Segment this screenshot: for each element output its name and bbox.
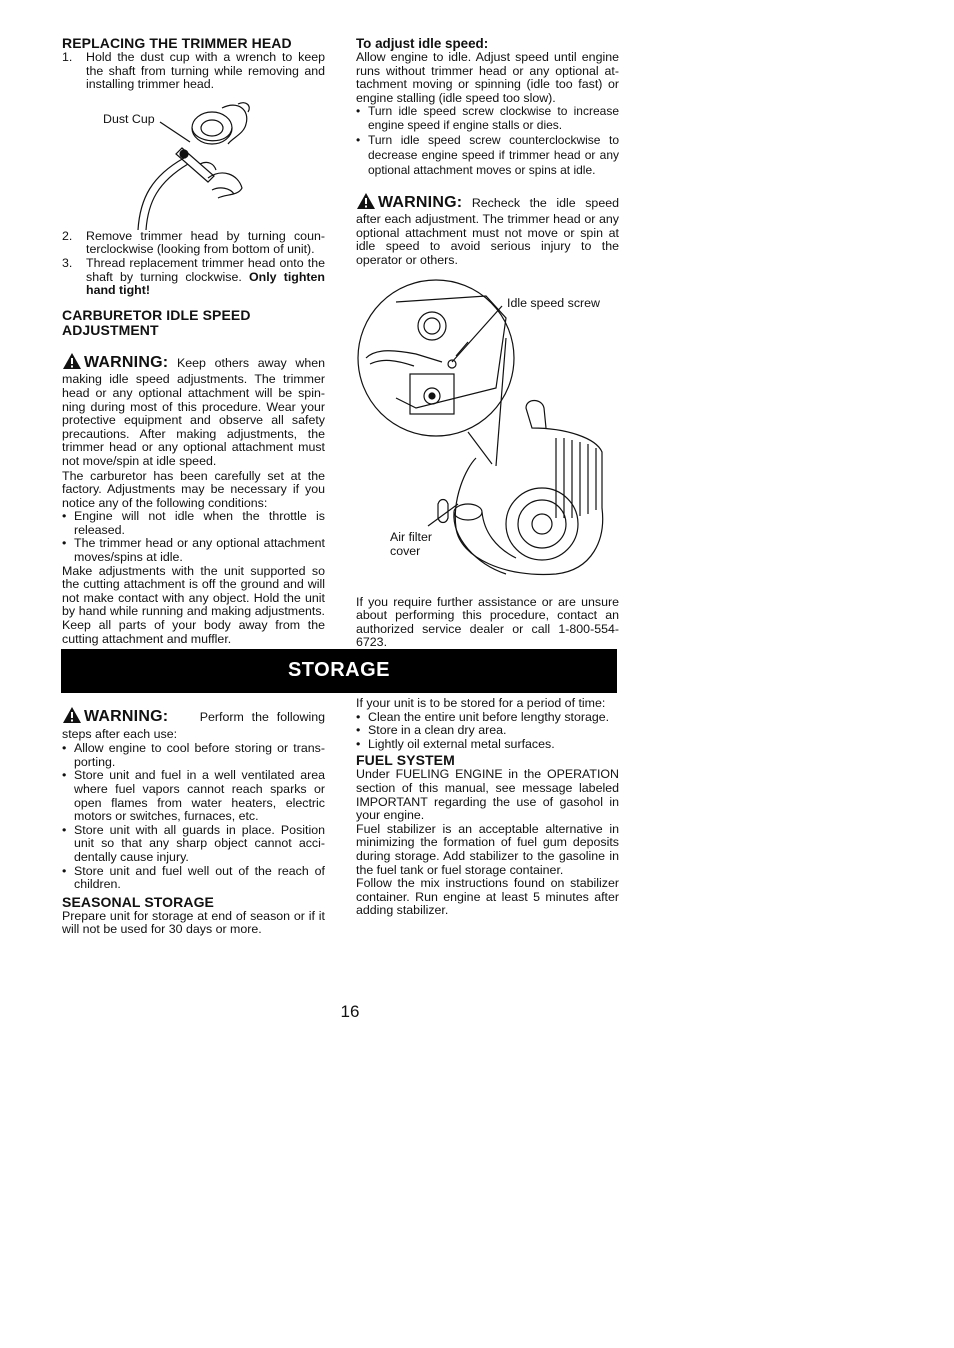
- figure-label-air-filter: Air filter: [390, 529, 432, 544]
- figure-label-dust-cup: Dust Cup: [103, 111, 155, 126]
- idle-bullets: [356, 105, 619, 177]
- idle-bullet: • Turn idle speed screw clockwise to increase engine speed if engine stalls or dies.: [356, 104, 619, 132]
- figure-label-cover: cover: [390, 543, 421, 558]
- heading-replacing-trimmer-head: REPLACING THE TRIMMER HEAD: [62, 35, 292, 51]
- para-fuel-3: Follow the mix instructions found on stabilizer container. Run engine at least 5 minutes after adding stabilizer.: [356, 876, 619, 918]
- conditions-list: [62, 510, 325, 564]
- para-carburetor-factory: The carburetor has been carefully set at the factory. Adjustments may be necessary if you notice any of the following conditions:: [62, 468, 325, 510]
- warning-recheck: WARNING: Recheck the idle speed after each adjustment. The trimmer head or any optional attachment must not move or spin at idle speed to avoid serious injury to the operator or others.: [356, 193, 619, 267]
- page-number: 16: [340, 1002, 360, 1021]
- heading-carburetor-idle-speed: CARBURETOR IDLE SPEED ADJUSTMENT: [62, 306, 251, 338]
- dust-cup-illustration: [62, 98, 325, 230]
- storage-right-column: [356, 697, 619, 918]
- warning-carburetor: WARNING: Keep others away when making idle speed adjustments. The trimmer head or any optional attachment will be spinning during most of this procedure. Wear your protective equipment and observe all safety precautions. After making adjustments, the trimmer head or any optional attachment must not move/spin at idle speed.: [62, 353, 325, 468]
- steps-list-b: [62, 230, 325, 298]
- right-column: [356, 36, 619, 650]
- storage-step: • Store unit and fuel in a well ventilated area where fuel vapors cannot reach sparks or open flames from water heaters, electric motors or switches, furnaces, etc.: [62, 768, 325, 824]
- storage-step: • Store unit with all guards in place. Position unit so that any sharp object cannot accidentally cause injury.: [62, 822, 325, 864]
- warning-icon: [356, 192, 376, 214]
- warning-icon: [62, 352, 82, 374]
- para-further-assistance: If you require further assistance or are unsure about performing this procedure, contact an authorized service dealer or call 1-800-554-6723.: [356, 594, 619, 650]
- figure-engine-idle-screw: [356, 278, 619, 596]
- storage-step: • Store unit and fuel well out of the reach of children.: [62, 863, 325, 892]
- warning-icon: [62, 706, 82, 728]
- heading-seasonal-storage: SEASONAL STORAGE: [62, 893, 214, 910]
- step-3: 3. Thread replacement trimmer head onto the shaft by turning clockwise. Only tighten hand tight!: [62, 255, 325, 298]
- left-column: [62, 36, 325, 646]
- storage-banner: STORAGE: [61, 649, 617, 693]
- storage-step: • Allow engine to cool before storing or transporting.: [62, 741, 325, 769]
- para-stored-period: If your unit is to be stored for a period of time:: [356, 696, 606, 710]
- period-bullet: • Store in a clean dry area.: [356, 723, 507, 738]
- condition-item: • Engine will not idle when the throttle is released.: [62, 509, 325, 537]
- step-1: 1. Hold the dust cup with a wrench to keep the shaft from turning while removing and installing trimmer head.: [62, 50, 325, 92]
- period-bullet: • Lightly oil external metal surfaces.: [356, 736, 555, 751]
- figure-dust-cup: [62, 98, 325, 230]
- para-fuel-1: Under FUELING ENGINE in the OPERATION section of this manual, see message labeled IMPORTANT regarding the use of gasohol in your engine.: [356, 767, 619, 823]
- heading-adjust-idle-speed: To adjust idle speed:: [356, 36, 489, 51]
- engine-illustration: [356, 278, 619, 596]
- figure-label-idle-speed-screw: Idle speed screw: [507, 295, 600, 310]
- steps-list-a: [62, 51, 325, 92]
- heading-fuel-system: FUEL SYSTEM: [356, 752, 455, 769]
- para-seasonal: Prepare unit for storage at end of season or if it will not be used for 30 days or more.: [62, 908, 325, 937]
- para-idle: Allow engine to idle. Adjust speed until engine runs without trimmer head or any optional attachment moving or spinning (idle too fast) or engine stalling (idle speed too slow).: [356, 50, 619, 105]
- para-make-adjustments: Make adjustments with the unit supported so the cutting attachment is off the ground and will not make contact with any object. Hold the unit by hand while running and making adjustments. Keep all parts of your body away from the cutting attachment and muffler.: [62, 563, 325, 646]
- storage-steps: [62, 742, 325, 892]
- period-bullet: • Clean the entire unit before lengthy storage.: [356, 709, 610, 724]
- step-2: 2. Remove trimmer head by turning counterclockwise (looking from bottom of unit).: [62, 228, 325, 257]
- condition-item: • The trimmer head or any optional attachment moves/spins at idle.: [62, 536, 325, 565]
- warning-storage: WARNING: Perform the following steps after each use:: [62, 708, 325, 741]
- period-bullets: [356, 711, 619, 752]
- idle-bullet: • Turn idle speed screw counterclockwise to decrease engine speed if trimmer head or any optional attachment moves or spins at idle.: [356, 132, 619, 177]
- storage-left-column: [62, 706, 325, 937]
- para-fuel-2: Fuel stabilizer is an acceptable alternative in minimizing the formation of fuel gum deposits during storage. Add stabilizer to the gasoline in the fuel tank or fuel storage container.: [356, 821, 619, 877]
